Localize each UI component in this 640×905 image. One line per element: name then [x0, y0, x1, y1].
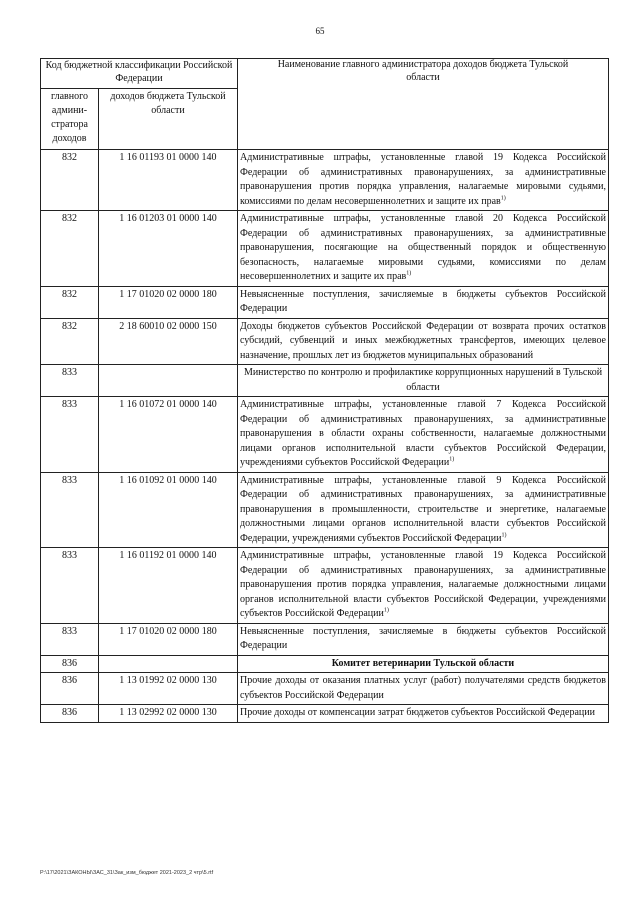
revenue-name-text: Административные штрафы, установленные главой 19 Кодекса Российской Федерации об административных правонарушениях, за административные правонарушения против порядка управления, налагаемые должностными лицами органов исполнительной власти субъектов Российской Федерации, учреждениями субъектов Российской Федерации: [240, 550, 606, 619]
footnote-marker: 1): [383, 607, 389, 614]
revenue-name-text: Доходы бюджетов субъектов Российской Федерации от возврата прочих остатков субсидий, субвенций и иных межбюджетных трансфертов, имеющих целевое назначение, прошлых лет из бюджетов муниципальных образований: [240, 320, 606, 361]
footnote-marker: 1): [449, 456, 455, 463]
revenue-name-cell: [238, 150, 609, 211]
revenue-name-text: Министерство по контролю и профилактике коррупционных нарушений в Тульской области: [243, 367, 603, 393]
revenue-code-cell: 1 16 01092 01 0000 140: [99, 472, 238, 548]
revenue-table: [40, 58, 609, 723]
admin-code-cell: 836: [41, 673, 99, 705]
table-row: [41, 472, 609, 548]
revenue-code-cell: [99, 655, 238, 673]
footnote-marker: 1): [500, 195, 506, 202]
header-revenue-column: доходов бюджета Тульской области: [99, 89, 238, 150]
header-code-group: Код бюджетной классификации Российской Федерации: [41, 59, 238, 89]
admin-code-cell: 832: [41, 150, 99, 211]
revenue-name-cell: [238, 623, 609, 655]
admin-code-cell: 832: [41, 211, 99, 287]
table-row: [41, 286, 609, 318]
revenue-name-cell: [238, 286, 609, 318]
revenue-code-cell: 1 17 01020 02 0000 180: [99, 623, 238, 655]
table-row: [41, 211, 609, 287]
footnote-marker: 1): [501, 532, 507, 539]
revenue-code-cell: 1 13 02992 02 0000 130: [99, 705, 238, 723]
admin-code-cell: 832: [41, 286, 99, 318]
admin-code-cell: 833: [41, 365, 99, 397]
revenue-name-text: Прочие доходы от компенсации затрат бюджетов субъектов Российской Федерации: [240, 707, 595, 718]
revenue-name-text: Административные штрафы, установленные главой 20 Кодекса Российской Федерации об административных правонарушениях, за административные правонарушения, посягающие на общественный порядок и общественную безопасность, налагаемые мировыми судьями, комиссиями по делам несовершеннолетних и защите их прав: [240, 213, 606, 282]
admin-code-cell: 833: [41, 397, 99, 473]
revenue-name-cell: [238, 705, 609, 723]
revenue-name-text: Прочие доходы от оказания платных услуг (работ) получателями средств бюджетов субъектов Российской Федерации: [240, 675, 606, 701]
revenue-code-cell: 1 16 01203 01 0000 140: [99, 211, 238, 287]
table-row: [41, 318, 609, 365]
section-row: [41, 655, 609, 673]
table-row: [41, 623, 609, 655]
header-row-1: [41, 59, 609, 89]
revenue-code-cell: 1 16 01192 01 0000 140: [99, 548, 238, 624]
page-number: 65: [315, 26, 325, 36]
admin-code-cell: 832: [41, 318, 99, 365]
revenue-name-cell: [238, 211, 609, 287]
admin-code-cell: 833: [41, 623, 99, 655]
footnote-marker: 1): [406, 270, 412, 277]
revenue-name-cell: [238, 673, 609, 705]
header-name-column: Наименование главного администратора доходов бюджета Тульской области: [238, 59, 609, 150]
revenue-code-cell: 2 18 60010 02 0000 150: [99, 318, 238, 365]
table-body: [41, 150, 609, 723]
revenue-name-text: Комитет ветеринарии Тульской области: [331, 657, 515, 669]
revenue-code-cell: 1 13 01992 02 0000 130: [99, 673, 238, 705]
revenue-name-cell: [238, 472, 609, 548]
admin-code-cell: 836: [41, 655, 99, 673]
revenue-code-cell: 1 16 01193 01 0000 140: [99, 150, 238, 211]
revenue-code-cell: 1 17 01020 02 0000 180: [99, 286, 238, 318]
table-row: [41, 150, 609, 211]
footer-file-path: P:\17\2021\ЗАКОНЫ\ЗАС_31\Зак_изм_бюджет 2021-2023_2 чтр\5.rtf: [40, 870, 214, 876]
section-title-cell: [238, 655, 609, 673]
table-row: [41, 673, 609, 705]
revenue-name-text: Административные штрафы, установленные главой 9 Кодекса Российской Федерации об административных правонарушениях, за административные правонарушения в промышленности, строительстве и энергетике, налагаемые должностными лицами органов исполнительной власти субъектов Российской Федерации, учреждениями субъектов Российской Федерации: [240, 474, 606, 544]
section-title-cell: [238, 365, 609, 397]
admin-code-cell: 833: [41, 472, 99, 548]
revenue-name-text: Невыясненные поступления, зачисляемые в бюджеты субъектов Российской Федерации: [240, 288, 606, 314]
revenue-code-cell: 1 16 01072 01 0000 140: [99, 397, 238, 473]
revenue-name-text: Административные штрафы, установленные главой 19 Кодекса Российской Федерации об административных правонарушениях, за административные правонарушения против порядка управления, налагаемые мировыми судьями, комиссиями по делам несовершеннолетних и защите их прав: [240, 152, 606, 207]
revenue-name-text: Административные штрафы, установленные главой 7 Кодекса Российской Федерации об административных правонарушениях, за административные правонарушения в области охраны собственности, налагаемые должностными лицами органов исполнительной власти субъектов Российской Федерации, учреждениями субъектов Российской Федерации: [240, 399, 606, 468]
revenue-name-cell: [238, 318, 609, 365]
table-row: [41, 397, 609, 473]
table-row: [41, 705, 609, 723]
table-row: [41, 548, 609, 624]
admin-code-cell: 833: [41, 548, 99, 624]
revenue-name-text: Невыясненные поступления, зачисляемые в бюджеты субъектов Российской Федерации: [240, 625, 606, 651]
header-admin-column: главного админи-стратора доходов: [41, 89, 99, 150]
revenue-name-cell: [238, 397, 609, 473]
revenue-name-cell: [238, 548, 609, 624]
revenue-code-cell: [99, 365, 238, 397]
section-row: [41, 365, 609, 397]
admin-code-cell: 836: [41, 705, 99, 723]
